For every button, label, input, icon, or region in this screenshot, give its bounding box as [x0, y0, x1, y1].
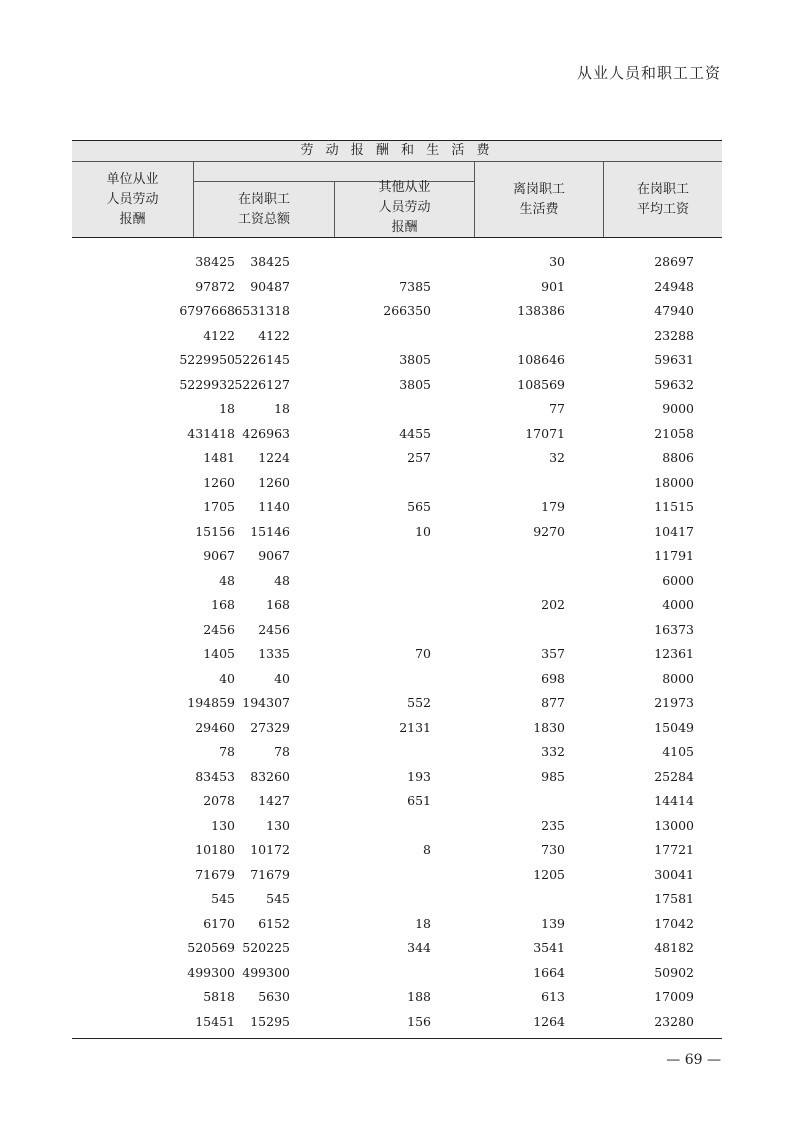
header-unit-compensation: 单位从业 人员劳动 报酬	[106, 172, 159, 227]
cell-other-compensation: 10	[415, 523, 431, 539]
cell-onpost-average: 4105	[662, 744, 694, 759]
table-row	[72, 470, 722, 495]
cell-other-compensation: 651	[407, 793, 431, 808]
cell-onpost-average: 6000	[662, 572, 694, 588]
cell-other-compensation: 3805	[399, 352, 431, 367]
cell-onpost-average: 9000	[662, 401, 694, 416]
cell-onpost-total: 5630	[258, 989, 290, 1004]
cell-other-compensation: 552	[407, 695, 431, 710]
cell-onpost-total: 1140	[258, 499, 290, 514]
cell-other-compensation: 344	[407, 940, 431, 955]
table-row	[72, 421, 722, 446]
cell-onpost-total: 71679	[250, 866, 290, 882]
cell-onpost-average: 25284	[654, 768, 694, 784]
cell-retired-living: 108569	[517, 376, 565, 392]
cell-onpost-total: 15146	[250, 523, 290, 539]
cell-onpost-average: 14414	[654, 793, 694, 808]
cell-retired-living: 77	[549, 401, 565, 416]
cell-onpost-average: 10417	[654, 523, 694, 539]
cell-unit-compensation: 6797668	[179, 303, 235, 318]
cell-unit-compensation: 1405	[203, 646, 235, 661]
cell-unit-compensation: 2456	[203, 621, 235, 637]
cell-onpost-total: 6152	[258, 915, 290, 931]
table-row	[72, 862, 722, 887]
cell-onpost-average: 24948	[654, 278, 694, 294]
cell-unit-compensation: 6170	[203, 915, 235, 931]
table-row	[72, 617, 722, 642]
cell-onpost-average: 11515	[654, 499, 694, 514]
cell-onpost-total: 48	[274, 572, 290, 588]
cell-onpost-average: 12361	[654, 646, 694, 661]
cell-other-compensation: 8	[423, 842, 431, 857]
cell-retired-living: 9270	[533, 523, 565, 539]
cell-other-compensation: 4455	[399, 425, 431, 441]
table-row	[72, 764, 722, 789]
cell-onpost-average: 17721	[654, 842, 694, 857]
table-row	[72, 813, 722, 838]
cell-onpost-average: 28697	[654, 254, 694, 269]
table-row	[72, 298, 722, 323]
cell-unit-compensation: 168	[211, 597, 235, 612]
table-row	[72, 396, 722, 421]
cell-onpost-total: 168	[266, 597, 290, 612]
cell-onpost-total: 1224	[258, 450, 290, 465]
header-onpost-average: 在岗职工 平均工资	[636, 182, 689, 217]
header-other-compensation: 其他从业 人员劳动 报酬	[378, 180, 431, 235]
cell-onpost-total: 6531318	[234, 303, 290, 318]
cell-retired-living: 17071	[525, 425, 565, 441]
cell-onpost-average: 21058	[654, 425, 694, 441]
cell-unit-compensation: 15451	[195, 1013, 235, 1029]
cell-onpost-total: 9067	[258, 548, 290, 563]
table-row	[72, 1009, 722, 1034]
cell-onpost-average: 16373	[654, 621, 694, 637]
cell-onpost-total: 194307	[242, 695, 290, 710]
cell-onpost-total: 520225	[242, 940, 290, 955]
cell-onpost-total: 4122	[258, 327, 290, 343]
cell-retired-living: 357	[541, 646, 565, 661]
cell-other-compensation: 70	[415, 646, 431, 661]
cell-onpost-total: 10172	[250, 842, 290, 857]
table-row	[72, 494, 722, 519]
cell-onpost-total: 38425	[250, 254, 290, 269]
cell-onpost-average: 48182	[654, 940, 694, 955]
cell-unit-compensation: 1260	[203, 474, 235, 490]
cell-unit-compensation: 78	[219, 744, 235, 759]
table-header	[72, 141, 722, 238]
cell-unit-compensation: 38425	[195, 254, 235, 269]
cell-unit-compensation: 10180	[195, 842, 235, 857]
cell-onpost-total: 90487	[250, 278, 290, 294]
header-onpost-total: 在岗职工 工资总额	[237, 191, 290, 227]
cell-onpost-average: 11791	[654, 548, 694, 563]
cell-unit-compensation: 71679	[195, 866, 235, 882]
cell-retired-living: 1205	[533, 866, 565, 882]
table-row	[72, 445, 722, 470]
table-row	[72, 372, 722, 397]
cell-onpost-average: 18000	[654, 474, 694, 490]
cell-unit-compensation: 2078	[203, 793, 235, 808]
cell-retired-living: 235	[541, 817, 565, 833]
table-body	[72, 238, 722, 1033]
group-title: 劳 动 报 酬 和 生 活 费	[72, 141, 722, 162]
cell-onpost-total: 18	[274, 401, 290, 416]
cell-retired-living: 179	[541, 499, 565, 514]
cell-onpost-average: 8806	[662, 450, 694, 465]
header-retired-living: 离岗职工 生活费	[512, 182, 565, 217]
cell-retired-living: 613	[541, 989, 565, 1004]
cell-unit-compensation: 5229950	[179, 352, 235, 367]
cell-unit-compensation: 5229932	[179, 376, 235, 392]
cell-other-compensation: 565	[407, 499, 431, 514]
cell-onpost-average: 47940	[654, 303, 694, 318]
cell-onpost-total: 5226145	[234, 352, 290, 367]
cell-onpost-total: 130	[266, 817, 290, 833]
cell-retired-living: 32	[549, 450, 565, 465]
cell-retired-living: 901	[541, 278, 565, 294]
cell-retired-living: 1264	[533, 1013, 565, 1029]
cell-onpost-total: 27329	[250, 719, 290, 735]
cell-other-compensation: 156	[407, 1013, 431, 1029]
table-row	[72, 911, 722, 936]
cell-unit-compensation: 1705	[203, 499, 235, 514]
cell-retired-living: 985	[541, 768, 565, 784]
cell-retired-living: 730	[541, 842, 565, 857]
cell-other-compensation: 193	[407, 768, 431, 784]
cell-onpost-total: 1260	[258, 474, 290, 490]
cell-unit-compensation: 48	[219, 572, 235, 588]
cell-retired-living: 30	[549, 254, 565, 269]
table-row	[72, 568, 722, 593]
cell-other-compensation: 18	[415, 915, 431, 931]
cell-other-compensation: 266350	[383, 303, 431, 318]
table-row	[72, 592, 722, 617]
wage-table	[72, 140, 722, 1033]
table-row	[72, 690, 722, 715]
cell-retired-living: 202	[541, 597, 565, 612]
cell-onpost-average: 17009	[654, 989, 694, 1004]
cell-onpost-average: 4000	[662, 597, 694, 612]
table-row	[72, 666, 722, 691]
table-row	[72, 739, 722, 764]
cell-onpost-total: 83260	[250, 768, 290, 784]
cell-onpost-total: 545	[266, 891, 290, 906]
cell-onpost-average: 17581	[654, 891, 694, 906]
table-row	[72, 543, 722, 568]
cell-other-compensation: 2131	[399, 719, 431, 735]
cell-unit-compensation: 499300	[187, 964, 235, 980]
cell-onpost-total: 78	[274, 744, 290, 759]
cell-onpost-total: 2456	[258, 621, 290, 637]
cell-onpost-average: 23288	[654, 327, 694, 343]
table-row	[72, 347, 722, 372]
cell-onpost-total: 1427	[258, 793, 290, 808]
cell-retired-living: 139	[541, 915, 565, 931]
cell-unit-compensation: 1481	[203, 450, 235, 465]
cell-retired-living: 1830	[533, 719, 565, 735]
cell-onpost-average: 17042	[654, 915, 694, 931]
cell-onpost-average: 30041	[654, 866, 694, 882]
cell-other-compensation: 257	[407, 450, 431, 465]
cell-onpost-average: 8000	[662, 670, 694, 686]
table-row	[72, 837, 722, 862]
cell-unit-compensation: 83453	[195, 768, 235, 784]
cell-unit-compensation: 5818	[203, 989, 235, 1004]
table-row	[72, 249, 722, 274]
running-head: 从业人员和职工工资	[576, 64, 721, 82]
cell-onpost-average: 50902	[654, 964, 694, 980]
cell-retired-living: 3541	[533, 940, 565, 955]
cell-unit-compensation: 4122	[203, 327, 235, 343]
cell-onpost-average: 59632	[654, 376, 694, 392]
cell-unit-compensation: 29460	[195, 719, 235, 735]
page-number: — 69 —	[666, 1052, 721, 1068]
cell-onpost-average: 15049	[654, 719, 694, 735]
cell-unit-compensation: 15156	[195, 523, 235, 539]
cell-retired-living: 877	[541, 695, 565, 710]
table-row	[72, 519, 722, 544]
cell-onpost-average: 23280	[654, 1013, 694, 1029]
cell-onpost-total: 40	[274, 670, 290, 686]
cell-unit-compensation: 97872	[195, 278, 235, 294]
cell-other-compensation: 3805	[399, 376, 431, 392]
cell-unit-compensation: 9067	[203, 548, 235, 563]
cell-retired-living: 1664	[533, 964, 565, 980]
table-bottom-rule	[72, 1038, 722, 1039]
cell-onpost-average: 13000	[654, 817, 694, 833]
cell-retired-living: 108646	[517, 352, 565, 367]
cell-other-compensation: 7385	[399, 278, 431, 294]
table-row	[72, 274, 722, 299]
cell-onpost-total: 15295	[250, 1013, 290, 1029]
table-row	[72, 715, 722, 740]
cell-unit-compensation: 194859	[187, 695, 235, 710]
cell-unit-compensation: 520569	[187, 940, 235, 955]
cell-unit-compensation: 18	[219, 401, 235, 416]
cell-retired-living: 138386	[517, 303, 565, 318]
cell-retired-living: 332	[541, 744, 565, 759]
cell-onpost-total: 426963	[242, 425, 290, 441]
cell-onpost-average: 59631	[654, 352, 694, 367]
table-row	[72, 935, 722, 960]
cell-unit-compensation: 545	[211, 891, 235, 906]
table-row	[72, 323, 722, 348]
cell-unit-compensation: 130	[211, 817, 235, 833]
table-row	[72, 984, 722, 1009]
table-row	[72, 788, 722, 813]
cell-unit-compensation: 40	[219, 670, 235, 686]
cell-onpost-average: 21973	[654, 695, 694, 710]
cell-onpost-total: 5226127	[234, 376, 290, 392]
cell-onpost-total: 1335	[258, 646, 290, 661]
cell-unit-compensation: 431418	[187, 425, 235, 441]
cell-other-compensation: 188	[407, 989, 431, 1004]
table-row	[72, 886, 722, 911]
table-row	[72, 960, 722, 985]
cell-onpost-total: 499300	[242, 964, 290, 980]
cell-retired-living: 698	[541, 670, 565, 686]
table-row	[72, 641, 722, 666]
